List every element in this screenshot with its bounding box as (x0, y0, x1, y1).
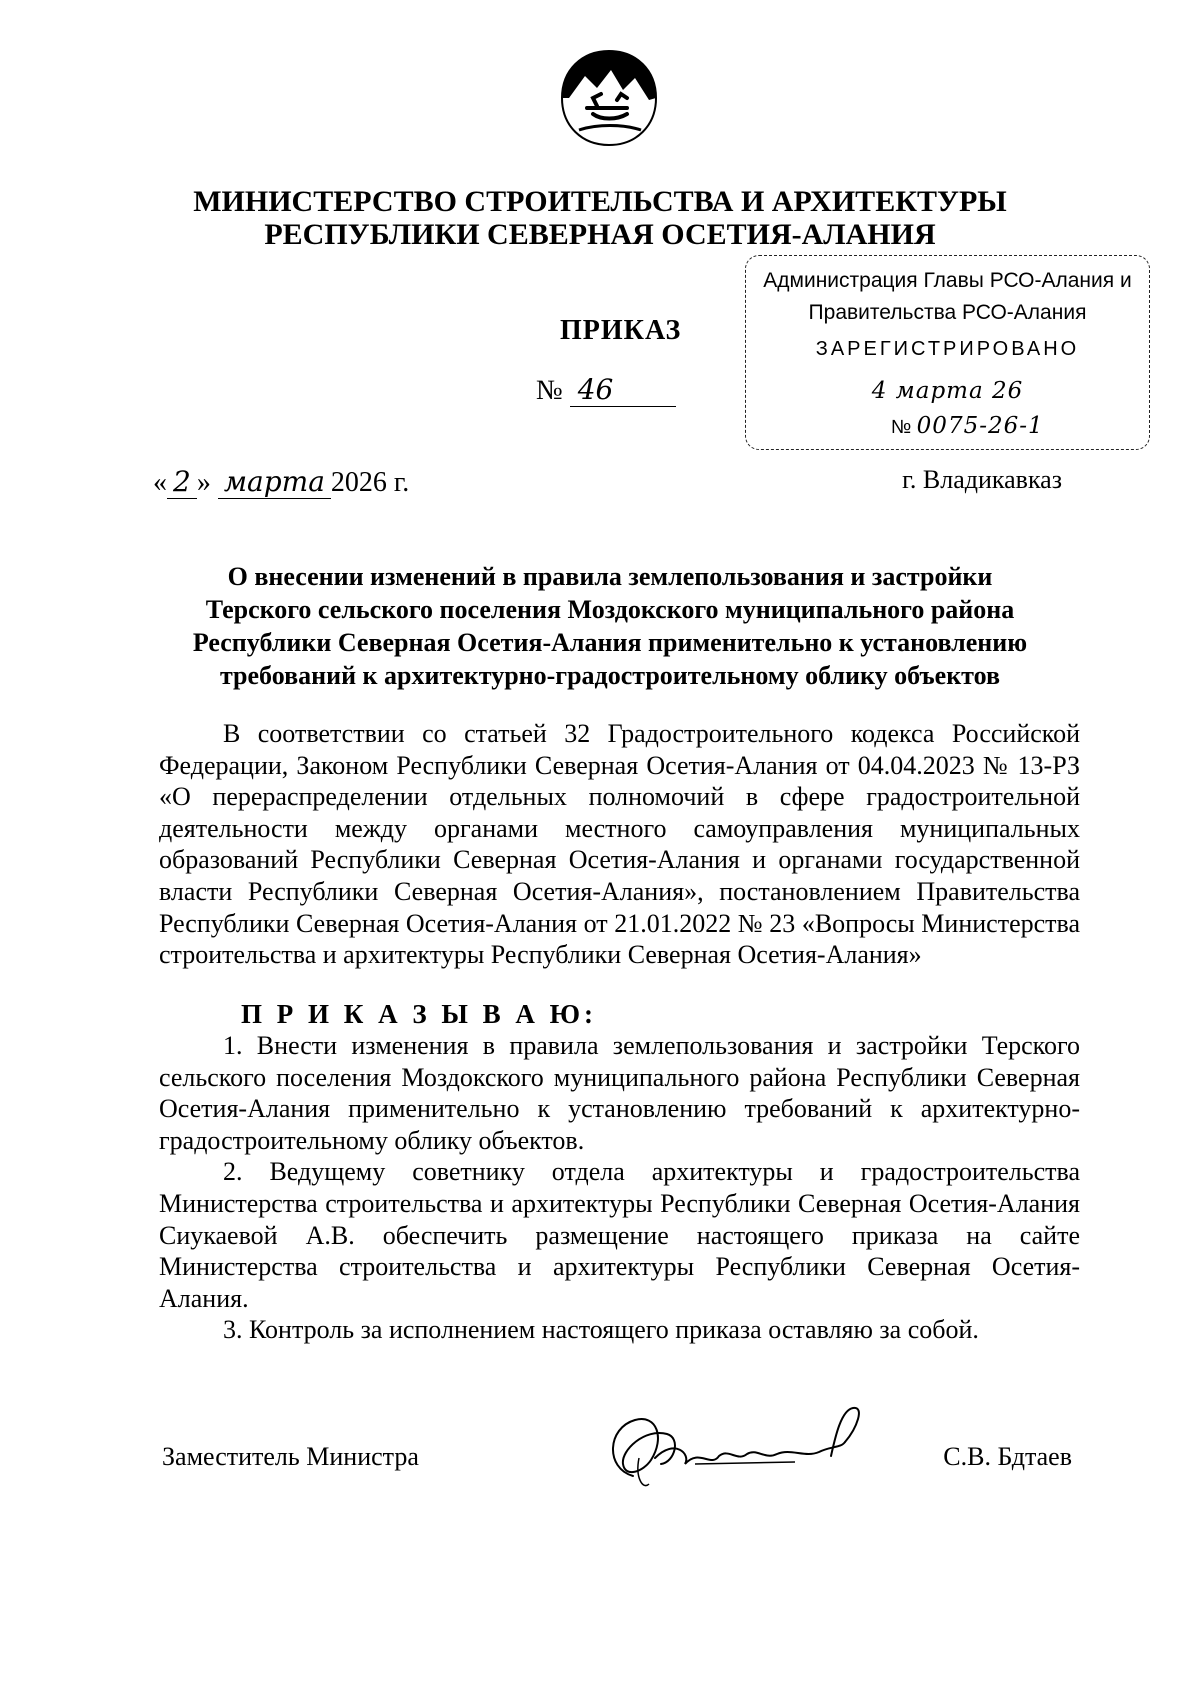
signatory-name: С.В. Бдтаев (943, 1442, 1072, 1471)
date-close-quote: » (196, 467, 211, 498)
stamp-number-label: № (891, 417, 912, 438)
order-city: г. Владикавказ (902, 465, 1062, 494)
order-item-2: 2. Ведущему советнику отдела архитектуры и градостроительства Министерства строительства и архитектуры Республики Северная Осетия-Алания Сиукаевой А.В. обеспечить размещение настоящего приказа на сайте Министерства строительства и архитектуры Республики Северная Осетия-Алания. (159, 1157, 1080, 1313)
date-open-quote: « (153, 467, 167, 498)
stamp-number (891, 413, 1044, 439)
subject-line4: требований к архитектурно-градостроительному облику объектов (219, 661, 1001, 690)
order-item-3: 3. Контроль за исполнением настоящего приказа оставляю за собой. (223, 1315, 979, 1345)
stamp-org-line2: Правительства РСО-Алания (808, 301, 1087, 324)
order-subject (150, 560, 1070, 692)
stamp-number-handwritten: 0075-26-1 (916, 413, 1044, 439)
stamp-status: ЗАРЕГИСТРИРОВАНО (815, 338, 1080, 360)
subject-line3: Республики Северная Осетия-Алания применительно к установлению (192, 628, 1028, 657)
order-items (159, 1030, 1080, 1346)
order-item-1: 1. Внести изменения в правила землепользования и застройки Терского сельского поселения Моздокского муниципального района Республики Северная Осетия-Алания применительно к установлению требований к архитектурно-градостроительному облику объектов. (159, 1031, 1080, 1155)
stamp-org-line1: Администрация Главы РСО-Алания и (763, 269, 1132, 292)
directive-heading: П Р И К А З Ы В А Ю: (241, 999, 597, 1029)
stamp-date-handwritten: 4 марта 26 (871, 378, 1024, 404)
order-number-label: № (536, 375, 563, 406)
ministry-name-line1: МИНИСТЕРСТВО СТРОИТЕЛЬСТВА И АРХИТЕКТУРЫ (193, 185, 1007, 218)
preamble-paragraph (159, 718, 1080, 971)
ministry-name-line2: РЕСПУБЛИКИ СЕВЕРНАЯ ОСЕТИЯ-АЛАНИЯ (264, 218, 936, 251)
order-date (153, 465, 409, 499)
order-number (536, 373, 676, 407)
subject-line2: Терского сельского поселения Моздокского муниципального района (205, 595, 1015, 624)
date-month-handwritten: марта (218, 465, 331, 499)
registration-stamp (745, 255, 1150, 450)
handwritten-signature-icon (595, 1398, 875, 1498)
date-year: 2026 г. (330, 467, 410, 498)
subject-line1: О внесении изменений в правила землепользования и застройки (227, 562, 993, 591)
order-number-handwritten: 46 (570, 373, 676, 407)
order-title: ПРИКАЗ (560, 315, 682, 346)
signatory-role: Заместитель Министра (162, 1442, 419, 1471)
preamble-text: В соответствии со статьей 32 Градостроительного кодекса Российской Федерации, Законом Республики Северная Осетия-Алания от 04.04.2023 № 13-РЗ «О перераспределении отдельных полномочий в сфере градостроительной деятельности между органами местного самоуправления муниципальных образований Республики Северная Осетия-Алания и органами государственной власти Республики Северная Осетия-Алания», постановлением Правительства Республики Северная Осетия-Алания от 21.01.2022 № 23 «Вопросы Министерства строительства и архитектуры Республики Северная Осетия-Алания» (159, 719, 1080, 970)
date-day-handwritten: 2 (167, 465, 197, 499)
emblem-icon (557, 48, 661, 148)
